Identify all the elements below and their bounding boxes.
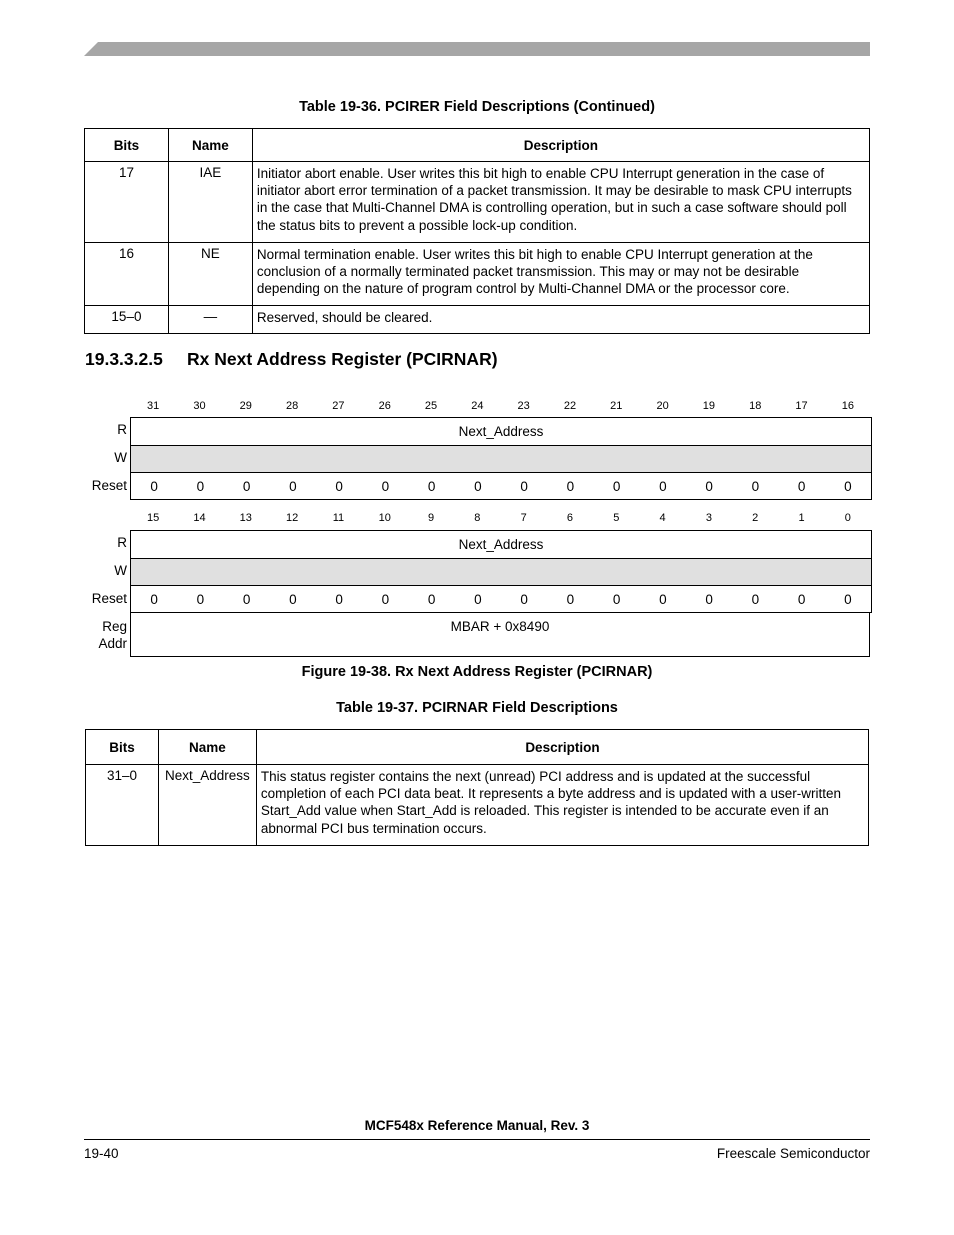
reset-value: 0 — [751, 591, 760, 607]
row-bits: 31–0 — [86, 765, 159, 846]
row-description: This status register contains the next (unread) PCI address and is updated at the successful completion of each PCI data beat. It represents a byte address and is updated with a user-written Start_Add value when Start_Add is reloaded. This register is intended to be accurate even if an abnormal PCI bus termination occurs. — [256, 765, 868, 846]
reset-value: 0 — [659, 591, 667, 607]
row-name: Next_Address — [158, 765, 256, 846]
reset-value: 0 — [381, 478, 390, 494]
row-name: IAE — [168, 162, 252, 243]
row-name: NE — [168, 242, 252, 306]
reset-value: 0 — [844, 591, 852, 607]
reset-value: 0 — [612, 591, 621, 607]
table1-header-description: Description — [252, 129, 869, 162]
bit-number: 18 — [749, 400, 762, 412]
reset-value: 0 — [196, 478, 205, 494]
page-number: 19-40 — [84, 1146, 119, 1161]
table2-caption: Table 19-37. PCIRNAR Field Descriptions — [336, 700, 618, 716]
reset-value: 0 — [705, 478, 713, 494]
row-label-addr: Addr — [98, 636, 127, 651]
reset-value: 0 — [520, 478, 528, 494]
table2-header-name: Name — [158, 730, 256, 765]
row-label-reset: Reset — [91, 478, 127, 493]
reset-value: 0 — [381, 591, 390, 607]
field-next-address-upper: Next_Address — [131, 418, 871, 446]
bit-number: 16 — [841, 400, 854, 412]
table1-header-bits: Bits — [85, 129, 169, 162]
row-label-reset: Reset — [91, 591, 127, 606]
company-name: Freescale Semiconductor — [716, 1146, 870, 1161]
reset-value: 0 — [242, 591, 251, 607]
reset-value: 0 — [427, 591, 436, 607]
row-description: Normal termination enable. User writes this bit high to enable CPU Interrupt generation at the conclusion of a normally terminated packet transmission. This may or may not be desirable depending on the nature of program control by Multi-Channel DMA or the processor core. — [252, 242, 869, 306]
table2 — [85, 729, 869, 846]
reset-value: 0 — [474, 478, 482, 494]
table-row — [85, 162, 870, 243]
reset-value: 0 — [797, 591, 806, 607]
table1-header-row — [85, 129, 870, 162]
field-next-address-lower: Next_Address — [131, 531, 871, 559]
footer-title: MCF548x Reference Manual, Rev. 3 — [364, 1118, 590, 1133]
reset-value: 0 — [520, 591, 528, 607]
bit-number: 21 — [610, 400, 623, 412]
footer-rule — [84, 1139, 870, 1140]
reset-value: 0 — [196, 591, 205, 607]
bit-numbers-upper — [130, 400, 871, 414]
row-description: Initiator abort enable. User writes this bit high to enable CPU Interrupt generation in the case of initiator abort error termination of a packet transmission. It may be desirable to mask CPU interrupts in the case that Multi-Channel DMA is controlling operation, but in such a case software should poll the status bits to prevent a possible lock-up condition. — [252, 162, 869, 243]
bit-number: 19 — [702, 400, 716, 412]
bit-number: 7 — [520, 512, 527, 524]
bit-number: 1 — [798, 512, 805, 524]
write-row-lower — [131, 559, 871, 586]
row-name: — — [168, 306, 252, 333]
row-label-w: W — [114, 450, 127, 465]
table2-header-row — [86, 730, 869, 765]
reset-row-lower — [131, 586, 871, 613]
row-label-r: R — [117, 535, 127, 550]
bit-number: 26 — [378, 400, 391, 412]
table2-header-description: Description — [256, 730, 868, 765]
row-bits: 17 — [85, 162, 169, 243]
write-row-upper — [131, 446, 871, 473]
row-label-w: W — [114, 563, 127, 578]
reset-value: 0 — [150, 478, 158, 494]
reset-value: 0 — [566, 591, 575, 607]
bit-number: 5 — [613, 512, 620, 524]
bit-number: 25 — [424, 400, 438, 412]
reset-value: 0 — [705, 591, 713, 607]
bit-numbers-lower — [130, 512, 871, 526]
bit-number: 8 — [474, 512, 481, 524]
bit-number: 31 — [147, 400, 160, 412]
reset-value: 0 — [751, 478, 760, 494]
reset-value: 0 — [474, 591, 482, 607]
reset-value: 0 — [659, 478, 667, 494]
bit-number: 24 — [471, 400, 484, 412]
bit-number: 6 — [566, 512, 574, 524]
register-upper — [130, 417, 872, 500]
bit-number: 12 — [285, 512, 299, 524]
bit-number: 30 — [193, 400, 206, 412]
bit-number: 2 — [752, 512, 759, 524]
bit-number: 20 — [656, 400, 669, 412]
header-bar — [84, 42, 870, 56]
bit-number: 9 — [427, 512, 435, 524]
reset-value: 0 — [427, 478, 436, 494]
reset-value: 0 — [335, 591, 343, 607]
register-lower — [130, 530, 872, 613]
reset-value: 0 — [844, 478, 852, 494]
table1 — [84, 128, 870, 334]
reset-value: 0 — [335, 478, 343, 494]
bit-number: 29 — [239, 400, 252, 412]
reset-value: 0 — [289, 591, 297, 607]
row-description: Reserved, should be cleared. — [252, 306, 869, 333]
bit-number: 23 — [517, 400, 530, 412]
row-label-r: R — [117, 422, 127, 437]
bit-number: 22 — [563, 400, 577, 412]
table-row — [85, 242, 870, 306]
reset-value: 0 — [242, 478, 251, 494]
reset-row-upper — [131, 473, 871, 500]
table1-header-name: Name — [168, 129, 252, 162]
bit-number: 0 — [844, 512, 851, 524]
section-number: 19.3.3.2.5 — [85, 349, 163, 369]
section-title: Rx Next Address Register (PCIRNAR) — [187, 349, 498, 369]
reset-value: 0 — [797, 478, 806, 494]
figure-caption: Figure 19-38. Rx Next Address Register (PCIRNAR) — [301, 664, 653, 680]
table1-caption: Table 19-36. PCIRER Field Descriptions (Continued) — [299, 99, 655, 115]
row-bits: 15–0 — [85, 306, 169, 333]
row-label-reg: Reg — [102, 619, 127, 634]
bit-number: 27 — [332, 400, 345, 412]
table2-header-bits: Bits — [86, 730, 159, 765]
table-row — [86, 765, 869, 846]
bit-number: 15 — [147, 512, 160, 524]
bit-number: 17 — [795, 400, 808, 412]
bit-number: 4 — [659, 512, 666, 524]
bit-number: 3 — [705, 512, 712, 524]
reset-value: 0 — [150, 591, 158, 607]
reset-value: 0 — [566, 478, 575, 494]
bit-number: 11 — [332, 512, 345, 524]
bit-number: 14 — [193, 512, 206, 524]
register-address: MBAR + 0x8490 — [130, 613, 870, 657]
table-row — [85, 306, 870, 333]
section-heading — [85, 349, 498, 370]
row-bits: 16 — [85, 242, 169, 306]
reset-value: 0 — [289, 478, 297, 494]
bit-number: 13 — [239, 512, 252, 524]
reset-value: 0 — [612, 478, 621, 494]
bit-number: 10 — [378, 512, 391, 524]
bit-number: 28 — [285, 400, 299, 412]
